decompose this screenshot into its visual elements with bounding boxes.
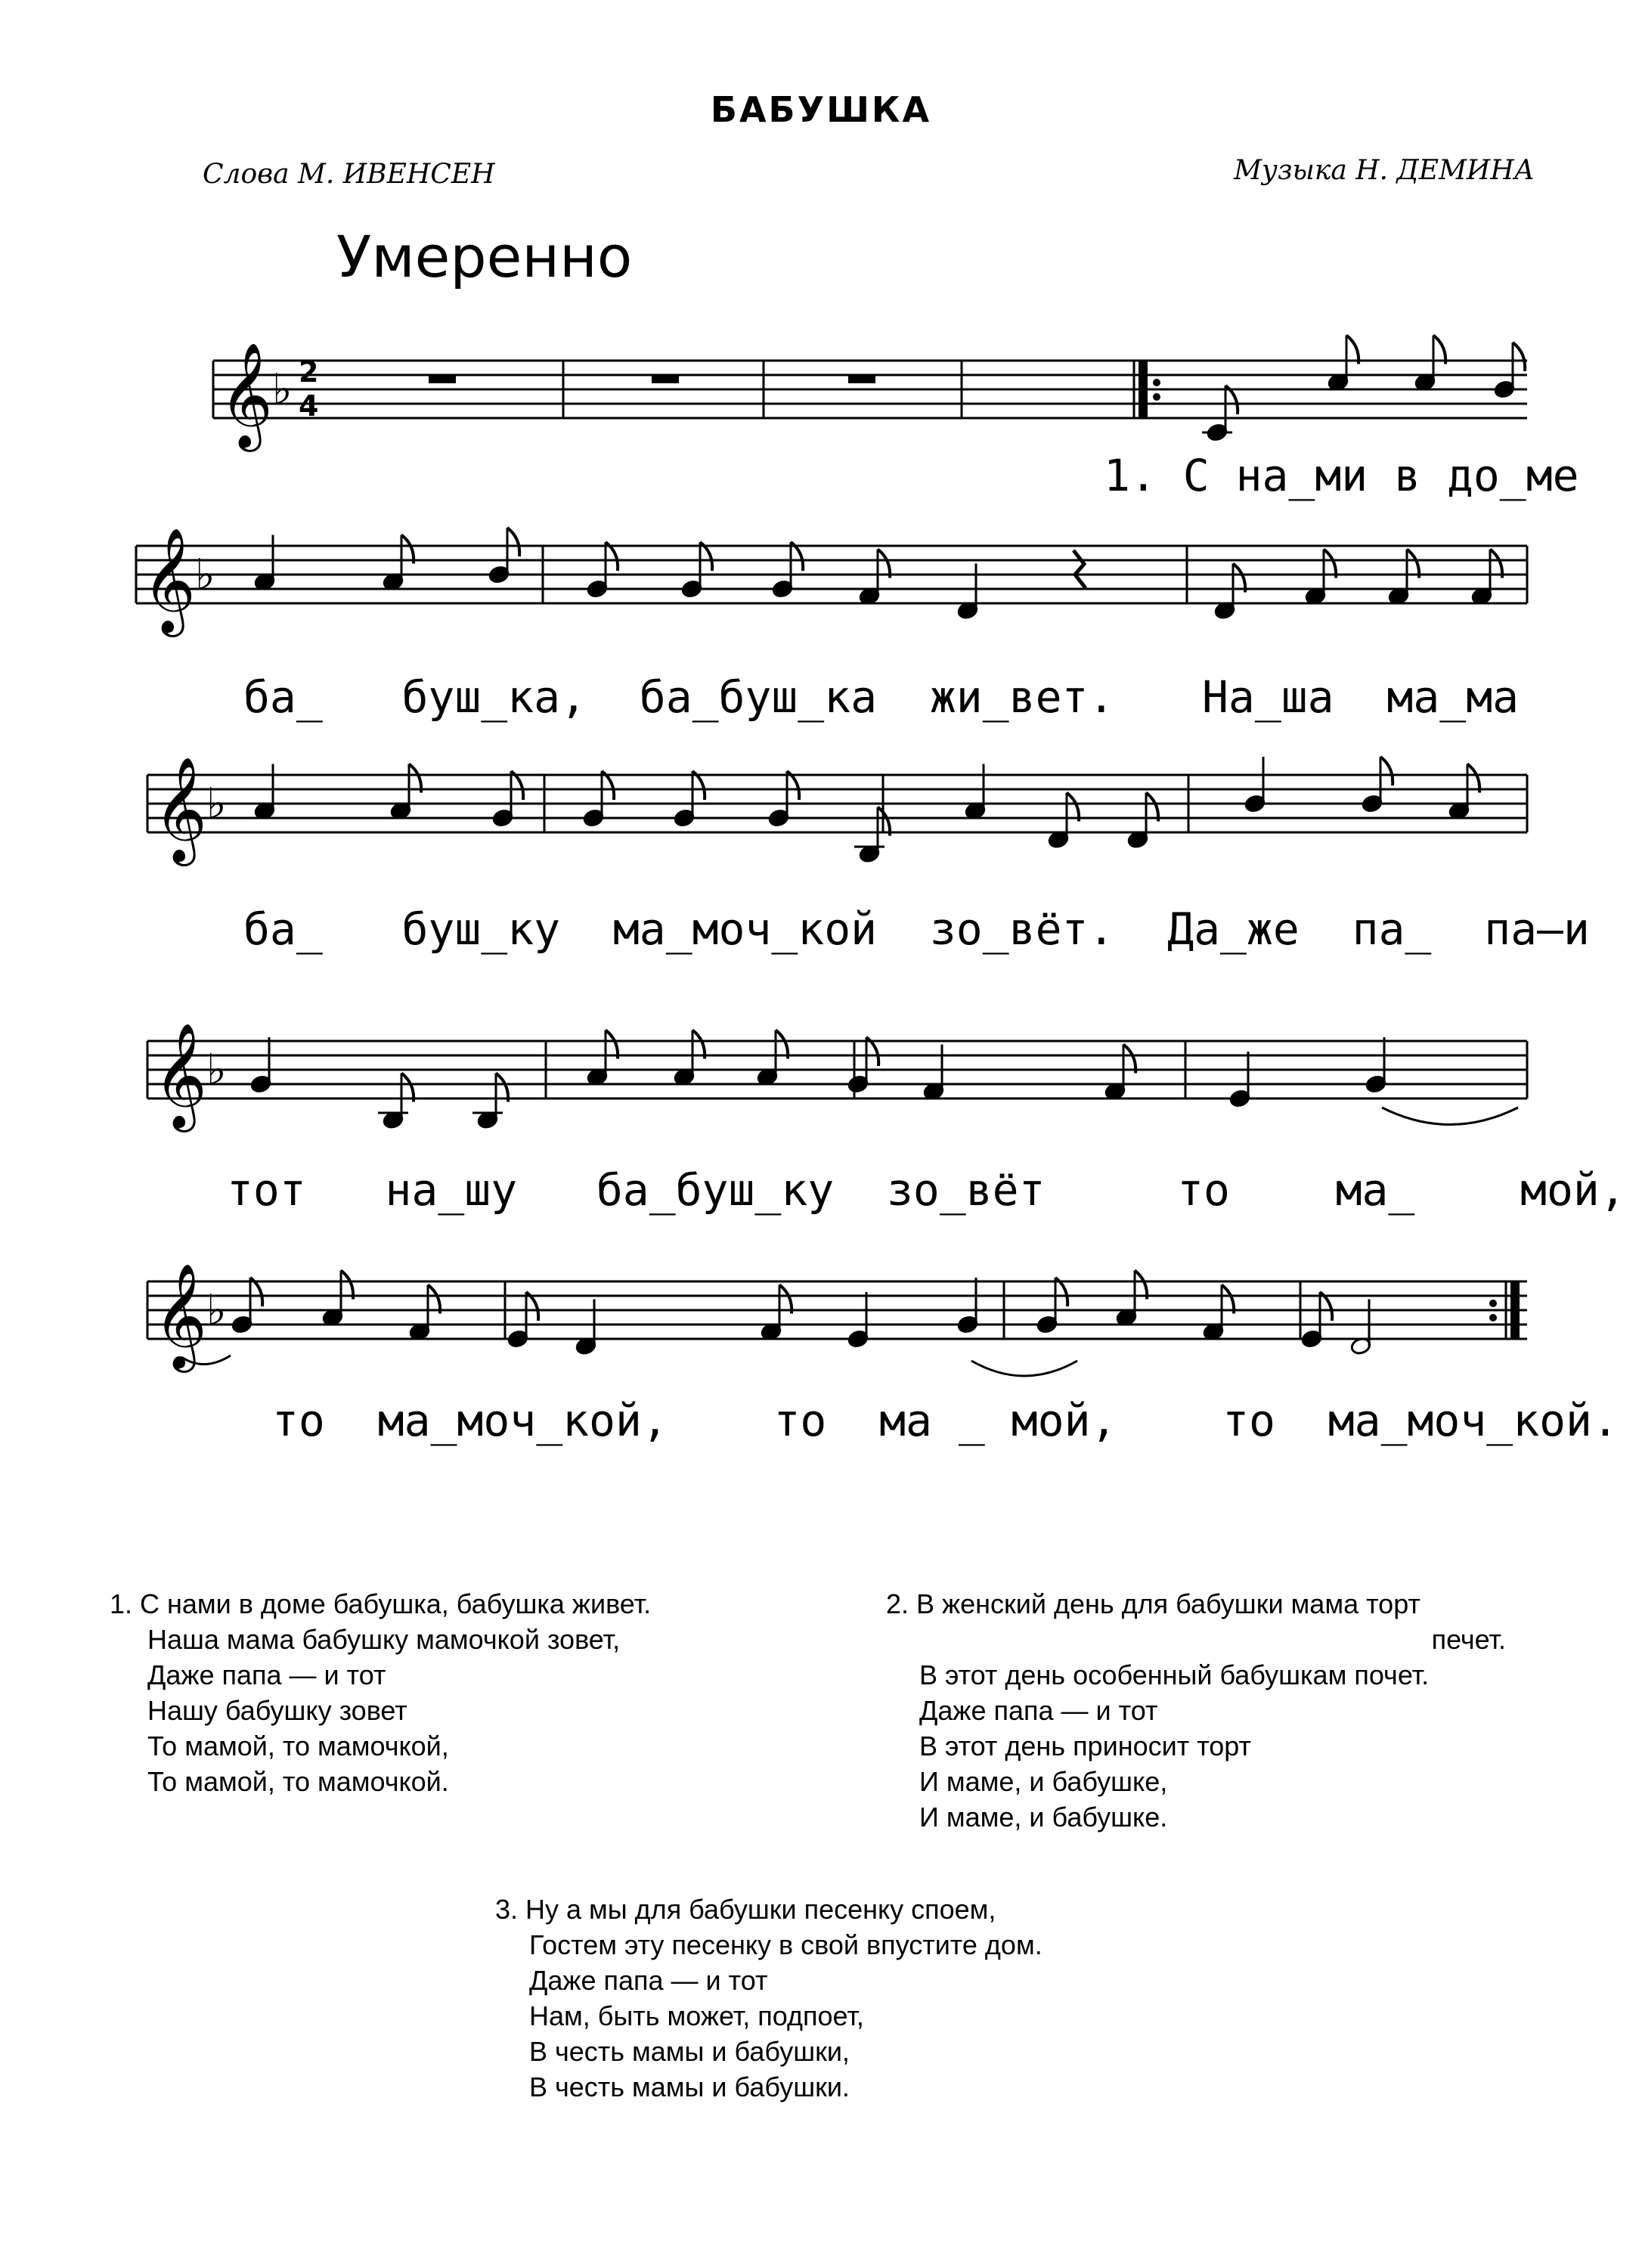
verse-1 <box>110 1586 651 1799</box>
verse-3-line: Нам, быть может, подпоет, <box>529 2000 864 2031</box>
whole-rest <box>429 375 456 383</box>
verse-3-line: В честь мамы и бабушки. <box>529 2071 850 2102</box>
note-flag <box>1513 342 1525 371</box>
tie <box>1382 1108 1518 1125</box>
verse-1-line: 1. С нами в доме бабушка, бабушка живет. <box>110 1588 652 1619</box>
treble-clef-icon: 𝄞 <box>142 528 196 633</box>
verse-1-line: То мамой, то мамочкой, <box>147 1730 449 1761</box>
verse-2-line: В этот день особенный бабушкам почет. <box>919 1659 1430 1690</box>
repeat-dot <box>1153 379 1160 386</box>
repeat-dot <box>1489 1314 1497 1321</box>
verse-3-line: 3. Ну а мы для бабушки песенку споем, <box>495 1894 996 1925</box>
verse-3-line: В честь мамы и бабушки, <box>529 2036 850 2067</box>
treble-clef-icon: 𝄞 <box>219 342 273 448</box>
verse-3-line: Гостем эту песенку в свой впустите дом. <box>529 1929 1043 1960</box>
flat-sign-icon: ♭ <box>206 1286 227 1335</box>
verse-2-line: Даже папа — и тот <box>919 1695 1158 1726</box>
lyrics-line-2: ба_ буш_ка, ба_буш_ка жи_вет. <box>243 671 1115 723</box>
lyrics-line-6: то ма_моч_кой, то ма _ мой, то ма_моч_кой. <box>272 1395 1619 1446</box>
treble-clef-icon: 𝄞 <box>153 1263 207 1368</box>
time-signature-bottom: 4 <box>299 389 319 423</box>
tempo-marking: Умеренно <box>336 223 633 290</box>
verse-2-line: И маме, и бабушке. <box>919 1802 1168 1833</box>
verse-2 <box>886 1586 1506 1835</box>
flat-sign-icon: ♭ <box>195 550 215 600</box>
verse-2-line: 2. В женский день для бабушки мама торт <box>886 1588 1420 1619</box>
note-flag <box>507 528 519 556</box>
lyrics-line-1: 1. С на_ми в до_ме <box>1104 450 1579 501</box>
lyrics-line-5: тот на_шу ба_буш_ку зо_вёт то ма_ мой, <box>227 1164 1626 1216</box>
time-signature-top: 2 <box>299 355 319 389</box>
treble-clef-icon: 𝄞 <box>153 757 207 862</box>
note-flag <box>1380 757 1393 785</box>
verse-1-line: Даже папа — и тот <box>147 1659 386 1690</box>
composer-credit: Музыка Н. ДЕМИНА <box>1234 155 1535 186</box>
whole-rest <box>848 375 875 383</box>
verse-2-line: печет. <box>1431 1624 1506 1655</box>
verse-2-line: И маме, и бабушке, <box>919 1766 1168 1797</box>
repeat-dot <box>1153 393 1160 401</box>
lyrics-line-4: ба_ буш_ку ма_моч_кой зо_вёт. Да_же па_ па–и <box>243 903 1590 955</box>
tie <box>971 1361 1077 1376</box>
repeat-dot <box>1489 1300 1497 1307</box>
song-title: БАБУШКА <box>710 89 932 130</box>
verse-1-line: Нашу бабушку зовет <box>147 1695 407 1726</box>
verse-3-line: Даже папа — и тот <box>529 1965 768 1996</box>
flat-sign-icon: ♭ <box>206 1046 227 1095</box>
quarter-rest <box>1073 550 1086 588</box>
flat-sign-icon: ♭ <box>272 365 293 414</box>
verse-3 <box>495 1892 1043 2105</box>
flat-sign-icon: ♭ <box>206 779 227 829</box>
treble-clef-icon: 𝄞 <box>153 1023 207 1128</box>
verse-1-line: Наша мама бабушку мамочкой зовет, <box>147 1624 621 1655</box>
lyrics-line-3: На_ша ма_ма <box>1202 671 1520 723</box>
lyricist-credit: Слова М. ИВЕНСЕН <box>203 159 495 190</box>
whole-rest <box>652 375 679 383</box>
verse-1-line: То мамой, то мамочкой. <box>147 1766 449 1797</box>
verse-2-line: В этот день приносит торт <box>919 1730 1252 1761</box>
